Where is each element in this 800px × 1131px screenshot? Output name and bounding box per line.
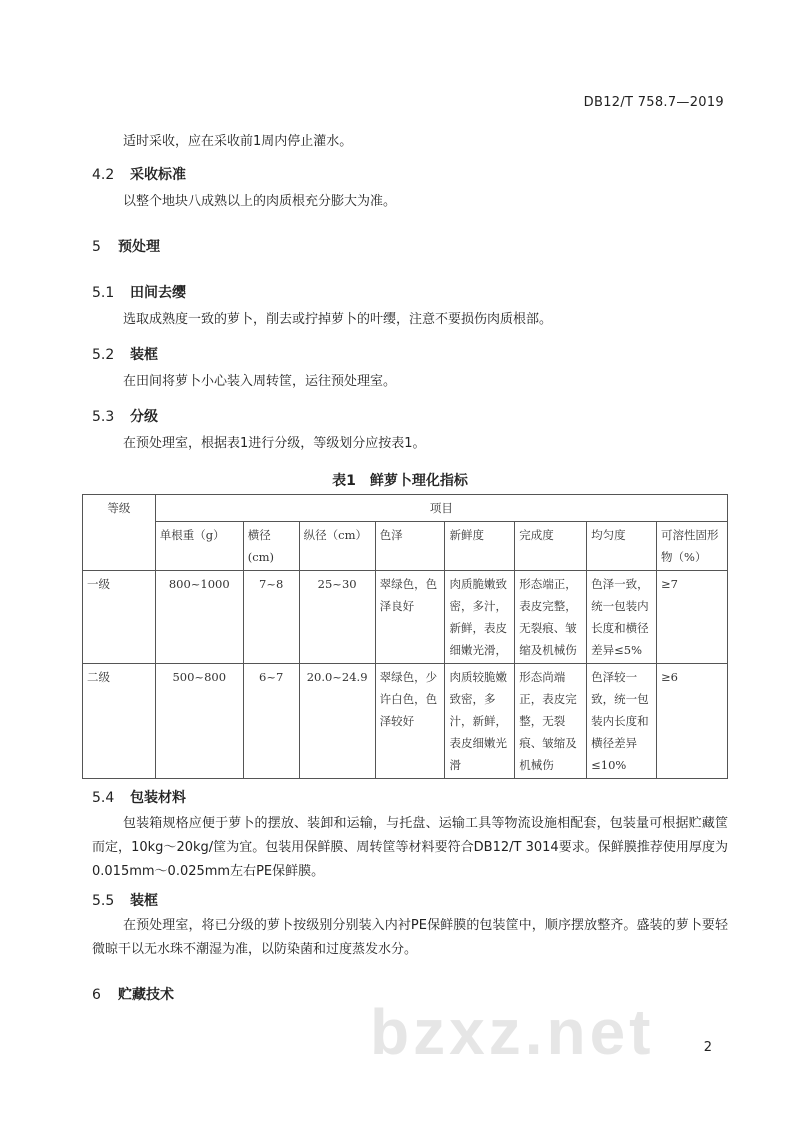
column-header: 新鲜度	[445, 522, 515, 571]
page-number: 2	[703, 1040, 712, 1055]
table-row	[83, 664, 728, 779]
section-title: 装框	[130, 893, 158, 909]
table-cell: 25~30	[299, 571, 375, 664]
table-cell: 7~8	[243, 571, 299, 664]
grade-cell: 一级	[83, 571, 156, 664]
column-header: 完成度	[515, 522, 587, 571]
section-5-2-heading	[92, 344, 158, 364]
table-cell: ≥6	[657, 664, 728, 779]
paragraph-packaging-materials: 包装箱规格应便于萝卜的摆放、装卸和运输，与托盘、运输工具等物流设施相配套，包装量可根据贮藏筐而定，10kg～20kg/筐为宜。包装用保鲜膜、周转筐等材料要符合DB12/T 3014要求。保鲜膜推荐使用厚度为0.015mm～0.025mm左右PE保鲜膜。	[92, 816, 728, 879]
table-cell: 肉质脆嫩致密，多汁，新鲜，表皮细嫩光滑，	[445, 571, 515, 664]
column-header: 均匀度	[587, 522, 657, 571]
table-cell: ≥7	[657, 571, 728, 664]
section-title: 贮藏技术	[118, 987, 174, 1003]
section-5-heading	[92, 236, 160, 256]
table-cell: 800~1000	[155, 571, 243, 664]
section-number: 5.2	[92, 347, 115, 363]
grade-cell: 二级	[83, 664, 156, 779]
table-cell: 6~7	[243, 664, 299, 779]
column-header: 可溶性固形物（%）	[657, 522, 728, 571]
section-5-1-heading	[92, 282, 186, 302]
section-title: 包装材料	[130, 790, 186, 806]
table-subheader-row	[83, 522, 728, 571]
section-number: 5.4	[92, 790, 115, 806]
section-number: 6	[92, 987, 101, 1003]
table-cell: 20.0~24.9	[299, 664, 375, 779]
paragraph-harvest-standard: 以整个地块八成熟以上的肉质根充分膨大为准。	[123, 194, 397, 209]
paragraph-harvest-timing: 适时采收，应在采收前1周内停止灌水。	[123, 134, 353, 149]
section-4-2-heading	[92, 164, 186, 184]
paragraph-boxing: 在预处理室，将已分级的萝卜按级别分别装入内衬PE保鲜膜的包装筐中，顺序摆放整齐。盛装的萝卜要轻微晾干以无水珠不潮湿为准，以防染菌和过度蒸发水分。	[92, 918, 728, 957]
table-cell: 翠绿色，色泽良好	[375, 571, 445, 664]
grade-column-header: 等级	[83, 495, 156, 571]
section-title: 田间去缨	[130, 285, 186, 301]
section-5-5-heading	[92, 890, 158, 910]
section-title: 装框	[130, 347, 158, 363]
watermark: bzxz.net	[370, 996, 655, 1068]
item-group-header: 项目	[155, 495, 727, 522]
section-number: 5	[92, 239, 101, 255]
section-title: 预处理	[118, 239, 160, 255]
document-id: DB12/T 758.7—2019	[583, 95, 724, 110]
grade-table	[82, 494, 728, 779]
section-number: 5.1	[92, 285, 115, 301]
section-5-3-heading	[92, 406, 158, 426]
section-number: 5.3	[92, 409, 115, 425]
section-6-heading	[92, 984, 174, 1004]
section-5-4-heading	[92, 787, 186, 807]
column-header: 色泽	[375, 522, 445, 571]
table-title: 表1 鲜萝卜理化指标	[332, 473, 468, 489]
section-title: 分级	[130, 409, 158, 425]
paragraph-leaf-removal: 选取成熟度一致的萝卜，削去或拧掉萝卜的叶缨，注意不要损伤肉质根部。	[123, 312, 553, 327]
paragraph-field-packing: 在田间将萝卜小心装入周转筐，运往预处理室。	[123, 374, 397, 389]
section-title: 采收标准	[130, 167, 186, 183]
table-cell: 肉质较脆嫩致密，多汁，新鲜，表皮细嫩光滑	[445, 664, 515, 779]
column-header: 横径(cm)	[243, 522, 299, 571]
table-header-row	[83, 495, 728, 522]
paragraph-grading: 在预处理室，根据表1进行分级，等级划分应按表1。	[123, 436, 426, 451]
table-cell: 色泽一致，统一包装内长度和横径差异≤5%	[587, 571, 657, 664]
table-cell: 形态尚端正，表皮完整，无裂痕、皱缩及机械伤	[515, 664, 587, 779]
table-cell: 翠绿色，少许白色，色泽较好	[375, 664, 445, 779]
section-number: 4.2	[92, 167, 115, 183]
column-header: 纵径（cm）	[299, 522, 375, 571]
column-header: 单根重（g）	[155, 522, 243, 571]
table-row	[83, 571, 728, 664]
table-cell: 500~800	[155, 664, 243, 779]
table-cell: 形态端正，表皮完整，无裂痕、皱缩及机械伤	[515, 571, 587, 664]
section-number: 5.5	[92, 893, 115, 909]
table-cell: 色泽较一致，统一包装内长度和横径差异 ≤10%	[587, 664, 657, 779]
